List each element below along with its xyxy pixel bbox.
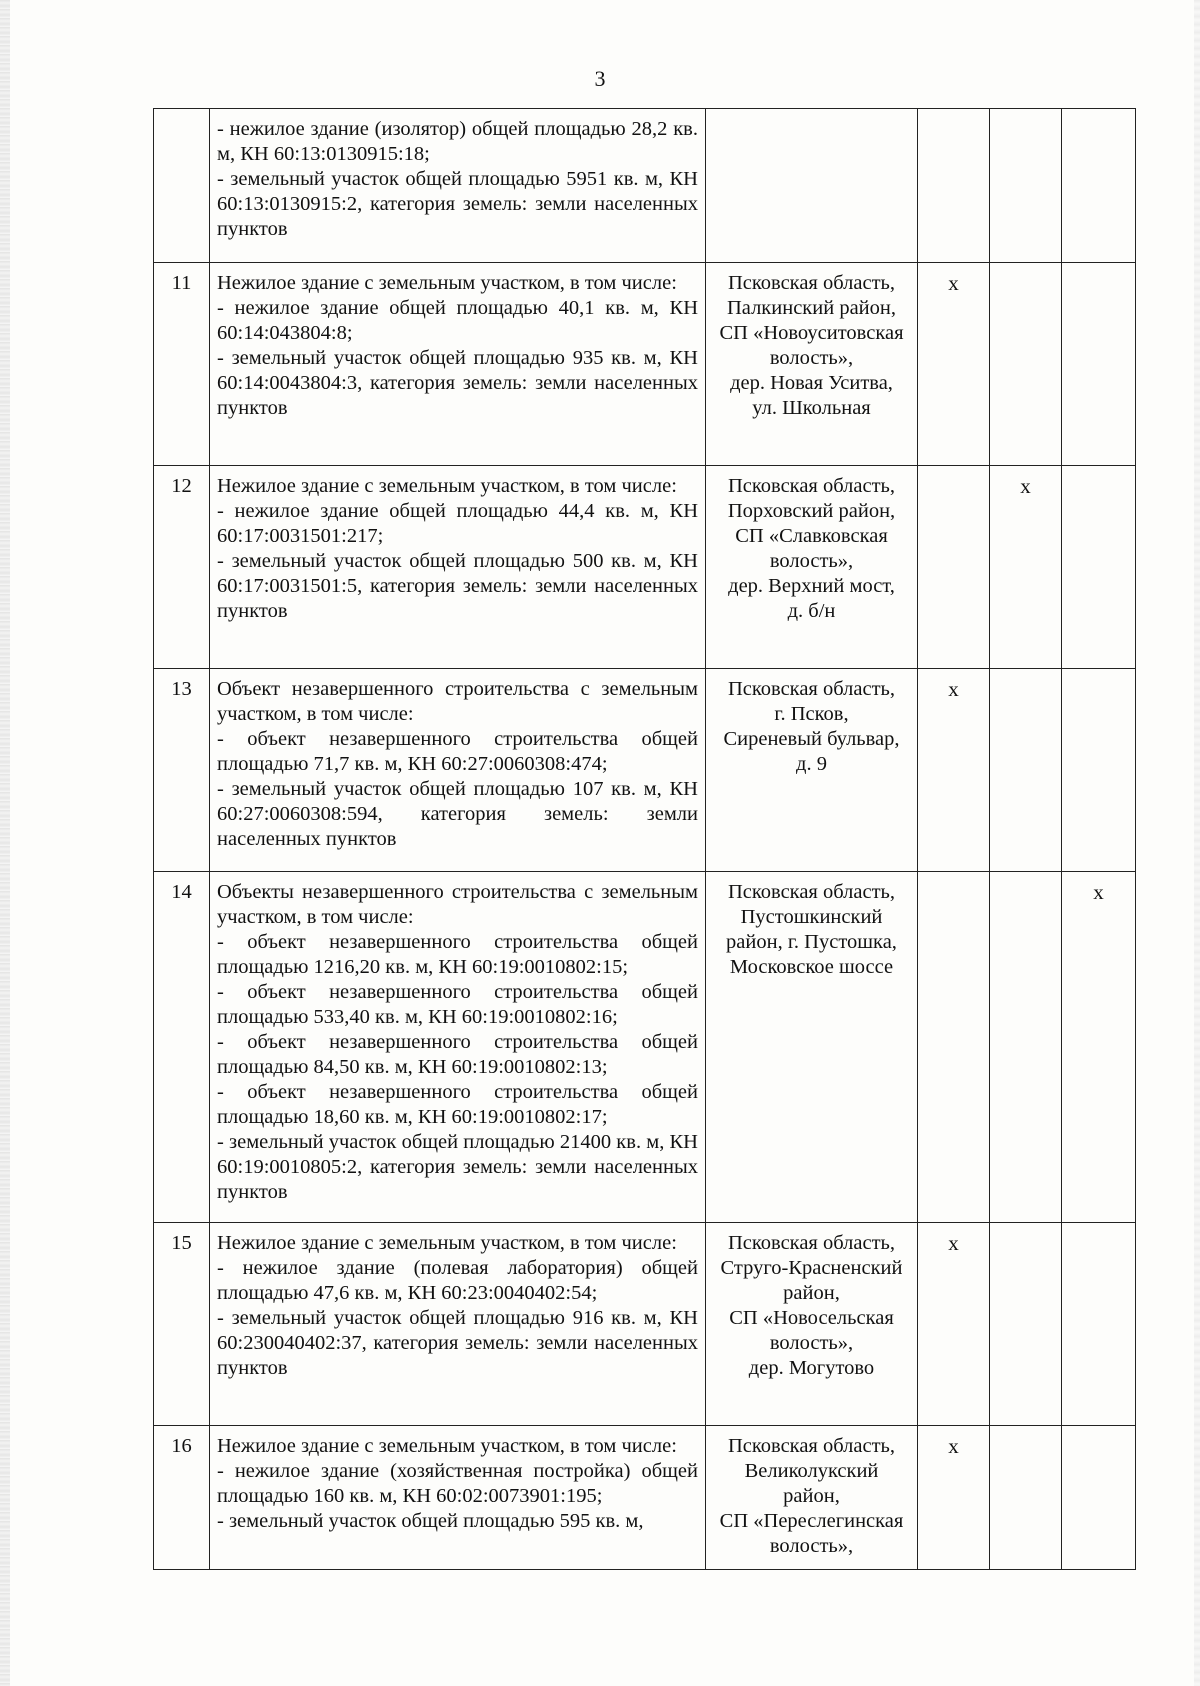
address-line: Палкинский район,: [726, 297, 896, 319]
row-number: 15: [154, 1223, 210, 1426]
mark-col-1: х: [918, 1426, 990, 1570]
row-number: [154, 109, 210, 263]
address-line: СП «Новосельская: [729, 1307, 894, 1329]
row-number: 14: [154, 872, 210, 1223]
mark-col-1: [918, 109, 990, 263]
mark-col-2: [990, 1223, 1062, 1426]
address-line: Московское шоссе: [729, 956, 894, 978]
mark-col-2: х: [990, 466, 1062, 669]
address-line: г. Псков,: [774, 703, 849, 725]
description-line: - земельный участок общей площадью 595 кв. м,: [217, 1510, 644, 1532]
address-line: Псковская область,: [727, 272, 896, 294]
row-number: 13: [154, 669, 210, 872]
address-line: СП «Славковская: [735, 525, 888, 547]
row-number: 16: [154, 1426, 210, 1570]
description-line: - земельный участок общей площадью 500 кв. м, КН 60:17:0031501:5, категория земель: земли населенных пунктов: [217, 550, 698, 622]
description-line: - земельный участок общей площадью 107 кв. м, КН 60:27:0060308:594, категория земель: земли населенных пунктов: [217, 778, 698, 850]
address-line: ул. Школьная: [752, 397, 871, 419]
address-line: дер. Могутово: [748, 1357, 875, 1379]
mark-col-2: [990, 263, 1062, 466]
object-description: [210, 669, 706, 872]
description-line: Нежилое здание с земельным участком, в том числе:: [217, 272, 677, 294]
address-line: Пустошкинский: [740, 906, 883, 928]
address-line: волость»,: [769, 550, 854, 572]
scan-edge-right: [1194, 0, 1200, 1686]
table-row: [154, 1426, 1136, 1570]
mark-col-3: х: [1062, 872, 1136, 1223]
address-line: волость»,: [769, 347, 854, 369]
object-address: [706, 872, 918, 1223]
description-line: - нежилое здание общей площадью 40,1 кв. м, КН 60:14:043804:8;: [217, 297, 698, 344]
address-line: Псковская область,: [727, 1435, 896, 1457]
address-line: дер. Верхний мост,: [728, 575, 895, 597]
object-address: [706, 1223, 918, 1426]
table-row: [154, 1223, 1136, 1426]
mark-col-1: [918, 466, 990, 669]
row-number: 12: [154, 466, 210, 669]
mark-col-2: [990, 1426, 1062, 1570]
address-line: дер. Новая Уситва,: [730, 372, 893, 394]
mark-col-3: [1062, 669, 1136, 872]
object-address: [706, 669, 918, 872]
address-line: район, г. Пустошка,: [726, 931, 897, 953]
description-line: - земельный участок общей площадью 916 кв. м, КН 60:230040402:37, категория земель: земли населенных пунктов: [217, 1307, 698, 1379]
description-line: - объект незавершенного строительства общей площадью 533,40 кв. м, КН 60:19:0010802:16;: [217, 981, 698, 1028]
description-line: - нежилое здание общей площадью 44,4 кв. м, КН 60:17:0031501:217;: [217, 500, 698, 547]
object-address: [706, 109, 918, 263]
object-description: [210, 872, 706, 1223]
object-description: [210, 109, 706, 263]
mark-col-1: х: [918, 1223, 990, 1426]
object-address: [706, 466, 918, 669]
description-line: - земельный участок общей площадью 5951 кв. м, КН 60:13:0130915:2, категория земель: земли населенных пунктов: [217, 168, 698, 240]
description-line: Нежилое здание с земельным участком, в том числе:: [217, 475, 677, 497]
row-number: 11: [154, 263, 210, 466]
address-line: волость»,: [769, 1332, 854, 1354]
address-line: Псковская область,: [727, 881, 896, 903]
description-line: Нежилое здание с земельным участком, в том числе:: [217, 1435, 677, 1457]
address-line: Порховский район,: [727, 500, 896, 522]
mark-col-2: [990, 872, 1062, 1223]
mark-col-1: [918, 872, 990, 1223]
mark-col-3: [1062, 466, 1136, 669]
mark-col-2: [990, 669, 1062, 872]
object-description: [210, 1223, 706, 1426]
table-row: [154, 669, 1136, 872]
object-address: [706, 263, 918, 466]
mark-col-2: [990, 109, 1062, 263]
address-line: район,: [783, 1282, 840, 1304]
address-line: волость»,: [769, 1535, 854, 1557]
object-description: [210, 466, 706, 669]
table-row: [154, 263, 1136, 466]
address-line: Псковская область,: [727, 475, 896, 497]
description-line: - объект незавершенного строительства общей площадью 18,60 кв. м, КН 60:19:0010802:17;: [217, 1081, 698, 1128]
description-line: - объект незавершенного строительства общей площадью 71,7 кв. м, КН 60:27:0060308:474;: [217, 728, 698, 775]
table-row: [154, 109, 1136, 263]
property-table: [153, 108, 1136, 1570]
address-line: д. 9: [796, 753, 827, 775]
page-number: 3: [594, 66, 606, 91]
description-line: - земельный участок общей площадью 935 кв. м, КН 60:14:0043804:3, категория земель: земли населенных пунктов: [217, 347, 698, 419]
object-description: [210, 263, 706, 466]
table-row: [154, 872, 1136, 1223]
description-line: Объект незавершенного строительства с земельным участком, в том числе:: [217, 678, 698, 725]
description-line: - объект незавершенного строительства общей площадью 84,50 кв. м, КН 60:19:0010802:13;: [217, 1031, 698, 1078]
mark-col-1: х: [918, 263, 990, 466]
table-row: [154, 466, 1136, 669]
object-description: [210, 1426, 706, 1570]
address-line: СП «Переслегинская: [719, 1510, 904, 1532]
description-line: Нежилое здание с земельным участком, в том числе:: [217, 1232, 677, 1254]
description-line: - нежилое здание (полевая лаборатория) общей площадью 47,6 кв. м, КН 60:23:0040402:54;: [217, 1257, 698, 1304]
address-line: Псковская область,: [727, 678, 896, 700]
mark-col-3: [1062, 1223, 1136, 1426]
mark-col-3: [1062, 263, 1136, 466]
mark-col-3: [1062, 109, 1136, 263]
mark-col-1: х: [918, 669, 990, 872]
address-line: СП «Новоуситовская: [719, 322, 904, 344]
mark-col-3: [1062, 1426, 1136, 1570]
description-line: Объекты незавершенного строительства с земельным участком, в том числе:: [217, 881, 698, 928]
address-line: Струго-Красненский: [720, 1257, 903, 1279]
address-line: Псковская область,: [727, 1232, 896, 1254]
description-line: - объект незавершенного строительства общей площадью 1216,20 кв. м, КН 60:19:0010802:15;: [217, 931, 698, 978]
object-address: [706, 1426, 918, 1570]
address-line: д. б/н: [787, 600, 836, 622]
description-line: - нежилое здание (хозяйственная постройка) общей площадью 160 кв. м, КН 60:02:0073901:195;: [217, 1460, 698, 1507]
scan-edge-left: [0, 0, 10, 1686]
address-line: Великолукский: [744, 1460, 879, 1482]
description-line: - земельный участок общей площадью 21400 кв. м, КН 60:19:0010805:2, категория земель: земли населенных пунктов: [217, 1131, 698, 1203]
address-line: район,: [783, 1485, 840, 1507]
address-line: Сиреневый бульвар,: [723, 728, 900, 750]
description-line: - нежилое здание (изолятор) общей площадью 28,2 кв. м, КН 60:13:0130915:18;: [217, 118, 698, 165]
